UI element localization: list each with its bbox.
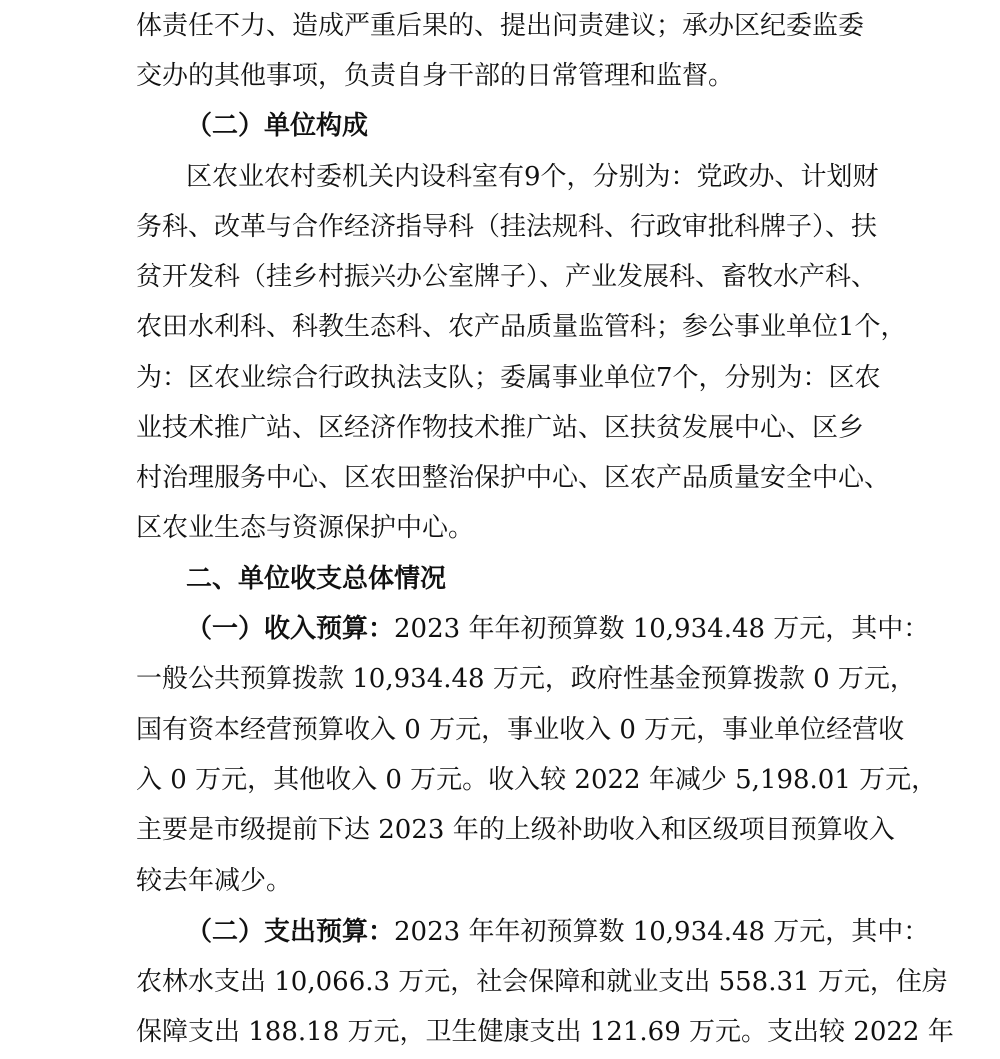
text-line: 农田水利科、科教生态科、农产品质量监管科；参公事业单位1个， bbox=[136, 312, 907, 342]
text-line: 区农业生态与资源保护中心。 bbox=[136, 513, 475, 543]
text-line bbox=[186, 912, 929, 952]
text-line: 国有资本经营预算收入 0 万元，事业收入 0 万元，事业单位经营收 bbox=[136, 715, 905, 745]
text-line: 较去年减少。 bbox=[136, 866, 293, 896]
text-line: 为：区农业综合行政执法支队；委属事业单位7个，分别为：区农 bbox=[136, 363, 881, 393]
chapter-heading: 二、单位收支总体情况 bbox=[186, 564, 447, 594]
text-segment: 2023 年年初预算数 10,934.48 万元，其中： bbox=[394, 917, 930, 947]
text-line: 主要是市级提前下达 2023 年的上级补助收入和区级项目预算收入 bbox=[136, 815, 895, 845]
text-line: 村治理服务中心、区农田整治保护中心、区农产品质量安全中心、 bbox=[136, 463, 891, 493]
text-line: 入 0 万元，其他收入 0 万元。收入较 2022 年减少 5,198.01 万元， bbox=[136, 765, 938, 795]
subsection-label: （二）支出预算： bbox=[186, 917, 395, 947]
section-heading: （二）单位构成 bbox=[186, 111, 369, 141]
text-line: 业技术推广站、区经济作物技术推广站、区扶贫发展中心、区乡 bbox=[136, 413, 865, 443]
text-line: 保障支出 188.18 万元，卫生健康支出 121.69 万元。支出较 2022 年 bbox=[136, 1017, 954, 1047]
text-line: 贫开发科（挂乡村振兴办公室牌子）、产业发展科、畜牧水产科、 bbox=[136, 262, 878, 292]
text-line: 区农业农村委机关内设科室有9个，分别为：党政办、计划财 bbox=[186, 162, 879, 192]
text-line: 一般公共预算拨款 10,934.48 万元，政府性基金预算拨款 0 万元， bbox=[136, 664, 916, 694]
text-line: 交办的其他事项，负责自身干部的日常管理和监督。 bbox=[136, 61, 735, 91]
text-line bbox=[186, 609, 929, 649]
subsection-label: （一）收入预算： bbox=[186, 614, 395, 644]
text-line: 体责任不力、造成严重后果的、提出问责建议；承办区纪委监委 bbox=[136, 11, 865, 41]
text-segment: 2023 年年初预算数 10,934.48 万元，其中： bbox=[394, 614, 930, 644]
text-line: 农林水支出 10,066.3 万元，社会保障和就业支出 558.31 万元，住房 bbox=[136, 967, 948, 997]
text-line: 务科、改革与合作经济指导科（挂法规科、行政审批科牌子）、扶 bbox=[136, 212, 878, 242]
